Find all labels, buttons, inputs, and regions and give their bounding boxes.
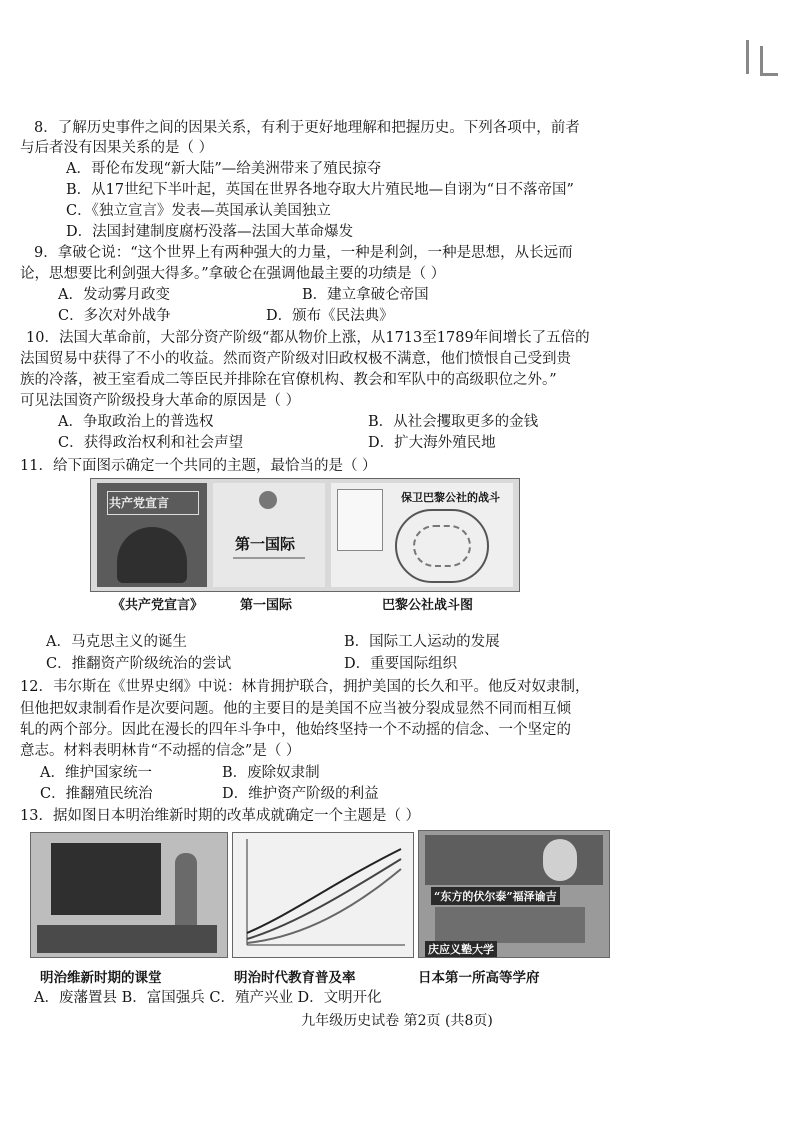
q12-option-c: C．推翻殖民统治 [40,786,153,802]
q12-stem-line4: 意志。材料表明林肯“不动摇的信念”是（ ） [20,743,301,759]
corner-mark [742,40,782,80]
q9-option-c: C．多次对外战争 [58,308,171,324]
q10-option-d: D．扩大海外殖民地 [368,435,496,451]
paris-commune-map [331,483,513,587]
university-label: 庆应义塾大学 [425,941,497,957]
q13-caption-classroom: 明治维新时期的课堂 [40,970,162,986]
q10-option-a: A．争取政治上的普选权 [58,414,214,430]
q11-caption-international: 第一国际 [240,598,293,613]
q11-caption-manifesto: 《共产党宣言》 [112,598,204,613]
q12-stem-line2: 但他把奴隶制看作是次要问题。他的主要目的是美国不应当被分裂成显然不同而相互倾 [20,701,571,717]
q11-caption-commune: 巴黎公社战斗图 [382,598,474,613]
q8-option-b: B．从17世纪下半叶起，英国在世界各地夺取大片殖民地—自诩为“日不落帝国” [66,182,574,198]
q8-option-d: D．法国封建制度腐朽没落—法国大革命爆发 [66,224,354,240]
q11-stem: 11．给下面图示确定一个共同的主题，最恰当的是（ ） [20,458,377,474]
banknote-label: “东方的伏尔泰”福泽谕吉 [431,887,560,905]
q9-stem-line2: 论，思想要比利剑强大得多。”拿破仑在强调他最主要的功绩是（ ） [20,266,446,282]
q13-stem: 13．据如图日本明治维新时期的改革成就确定一个主题是（ ） [20,808,421,824]
q8-stem-line2: 与后者没有因果关系的是（ ） [20,140,214,156]
q11-option-c: C．推翻资产阶级统治的尝试 [46,656,232,672]
q10-stem-line4: 可见法国资产阶级投身大革命的原因是（ ） [20,393,301,409]
q10-stem-line1: 10．法国大革命前，大部分资产阶级“都从物价上涨，从1713至1789年间增长了五倍的 [26,330,590,346]
q11-option-a: A．马克思主义的诞生 [46,634,187,650]
q12-option-b: B．废除奴隶制 [222,765,320,781]
book2-title: 第一国际 [235,535,296,553]
q13-caption-education: 明治时代教育普及率 [234,970,356,986]
keio-university-photo [418,830,610,958]
meiji-education-chart [232,832,414,958]
q11-option-d: D．重要国际组织 [344,656,458,672]
q13-caption-university: 日本第一所高等学府 [418,970,540,986]
q10-stem-line2: 法国贸易中获得了不小的收益。然而资产阶级对旧政权极不满意，他们愤恨自己受到贵 [20,351,571,367]
q9-option-b: B．建立拿破仑帝国 [302,287,429,303]
page-footer: 九年级历史试卷 第2页 (共8页) [301,1013,493,1029]
q10-option-c: C．获得政治权利和社会声望 [58,435,244,451]
q12-stem-line1: 12．韦尔斯在《世界史纲》中说：林肯拥护联合，拥护美国的长久和平。他反对奴隶制， [20,679,590,695]
q11-figure-strip [90,478,520,592]
q12-option-d: D．维护资产阶级的利益 [222,786,379,802]
q12-stem-line3: 轧的两个部分。因此在漫长的四年斗争中，他始终坚持一个不动摇的信念、一个坚定的 [20,722,571,738]
q9-option-d: D．颁布《民法典》 [266,308,394,324]
q13-options: A．废藩置县 B．富国强兵 C．殖产兴业 D．文明开化 [34,990,382,1006]
q10-stem-line3: 族的冷落，被王室看成二等臣民并排除在官僚机构、教会和军队中的高级职位之外。” [20,372,557,388]
meiji-classroom-photo [30,832,228,958]
q8-option-a: A．哥伦布发现“新大陆”—给美洲带来了殖民掠夺 [66,161,382,177]
q12-option-a: A．维护国家统一 [40,765,152,781]
book1-title: 共产党宣言 [109,496,170,510]
q9-option-a: A．发动雾月政变 [58,287,170,303]
q10-option-b: B．从社会攫取更多的金钱 [368,414,539,430]
q8-stem-line1: 8．了解历史事件之间的因果关系，有利于更好地理解和把握历史。下列各项中，前者 [34,120,580,136]
q9-stem-line1: 9．拿破仑说：“这个世界上有两种强大的力量，一种是利剑，一种是思想，从长远而 [34,245,573,261]
map-title: 保卫巴黎公社的战斗 [401,491,500,504]
q8-option-c: C．《独立宣言》发表—英国承认美国独立 [66,203,331,219]
first-international-cover [213,483,325,587]
q11-option-b: B．国际工人运动的发展 [344,634,500,650]
education-rate-curves [233,833,413,957]
communist-manifesto-cover [97,483,207,587]
